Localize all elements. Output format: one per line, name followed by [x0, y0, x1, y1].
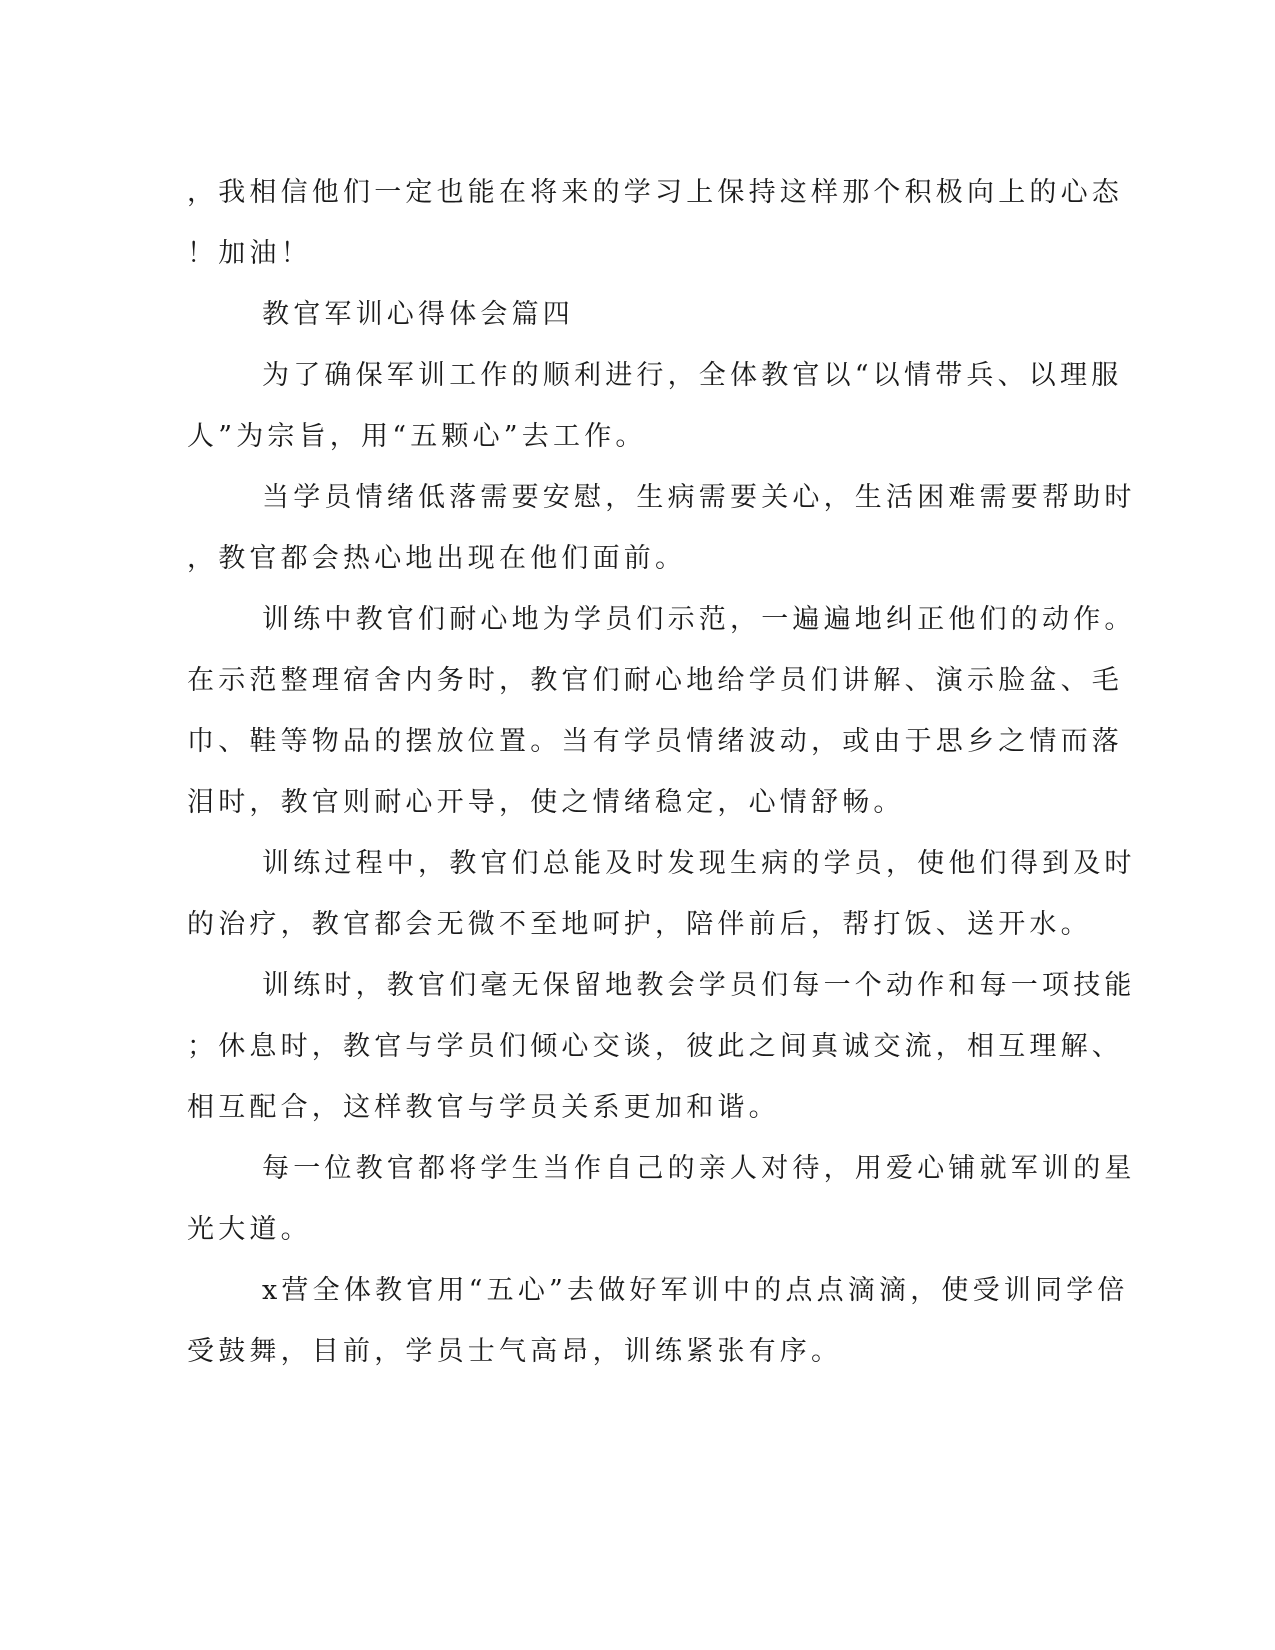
- text-line: 人”为宗旨，用“五颗心”去工作。: [187, 421, 647, 452]
- text-line: 训练时，教官们毫无保留地教会学员们每一个动作和每一项技能: [262, 970, 1136, 1001]
- text-line: ！加油！: [187, 238, 312, 269]
- text-line: 在示范整理宿舍内务时，教官们耐心地给学员们讲解、演示脸盆、毛: [187, 665, 1123, 696]
- text-line: 巾、鞋等物品的摆放位置。当有学员情绪波动，或由于思乡之情而落: [187, 726, 1123, 757]
- text-line: ，教官都会热心地出现在他们面前。: [187, 543, 687, 574]
- text-line: 每一位教官都将学生当作自己的亲人对待，用爱心铺就军训的星: [262, 1153, 1136, 1184]
- text-line: 为了确保军训工作的顺利进行，全体教官以“以情带兵、以理服: [262, 360, 1123, 391]
- text-line: 的治疗，教官都会无微不至地呵护，陪伴前后，帮打饭、送开水。: [187, 909, 1092, 940]
- text-line: 当学员情绪低落需要安慰，生病需要关心，生活困难需要帮助时: [262, 482, 1136, 513]
- text-line: 泪时，教官则耐心开导，使之情绪稳定，心情舒畅。: [187, 787, 905, 818]
- text-line: x营全体教官用“五心”去做好军训中的点点滴滴，使受训同学倍: [262, 1275, 1129, 1306]
- text-line: 训练过程中，教官们总能及时发现生病的学员，使他们得到及时: [262, 848, 1136, 879]
- text-line: 光大道。: [187, 1214, 312, 1245]
- text-line: ，我相信他们一定也能在将来的学习上保持这样那个积极向上的心态: [187, 177, 1123, 208]
- text-line: 受鼓舞，目前，学员士气高昂，训练紧张有序。: [187, 1336, 843, 1367]
- section-heading: 教官军训心得体会篇四: [262, 299, 574, 330]
- document-body: [187, 162, 1136, 1382]
- text-line: 训练中教官们耐心地为学员们示范，一遍遍地纠正他们的动作。: [262, 604, 1136, 635]
- text-line: ；休息时，教官与学员们倾心交谈，彼此之间真诚交流，相互理解、: [187, 1031, 1123, 1062]
- text-line: 相互配合，这样教官与学员关系更加和谐。: [187, 1092, 780, 1123]
